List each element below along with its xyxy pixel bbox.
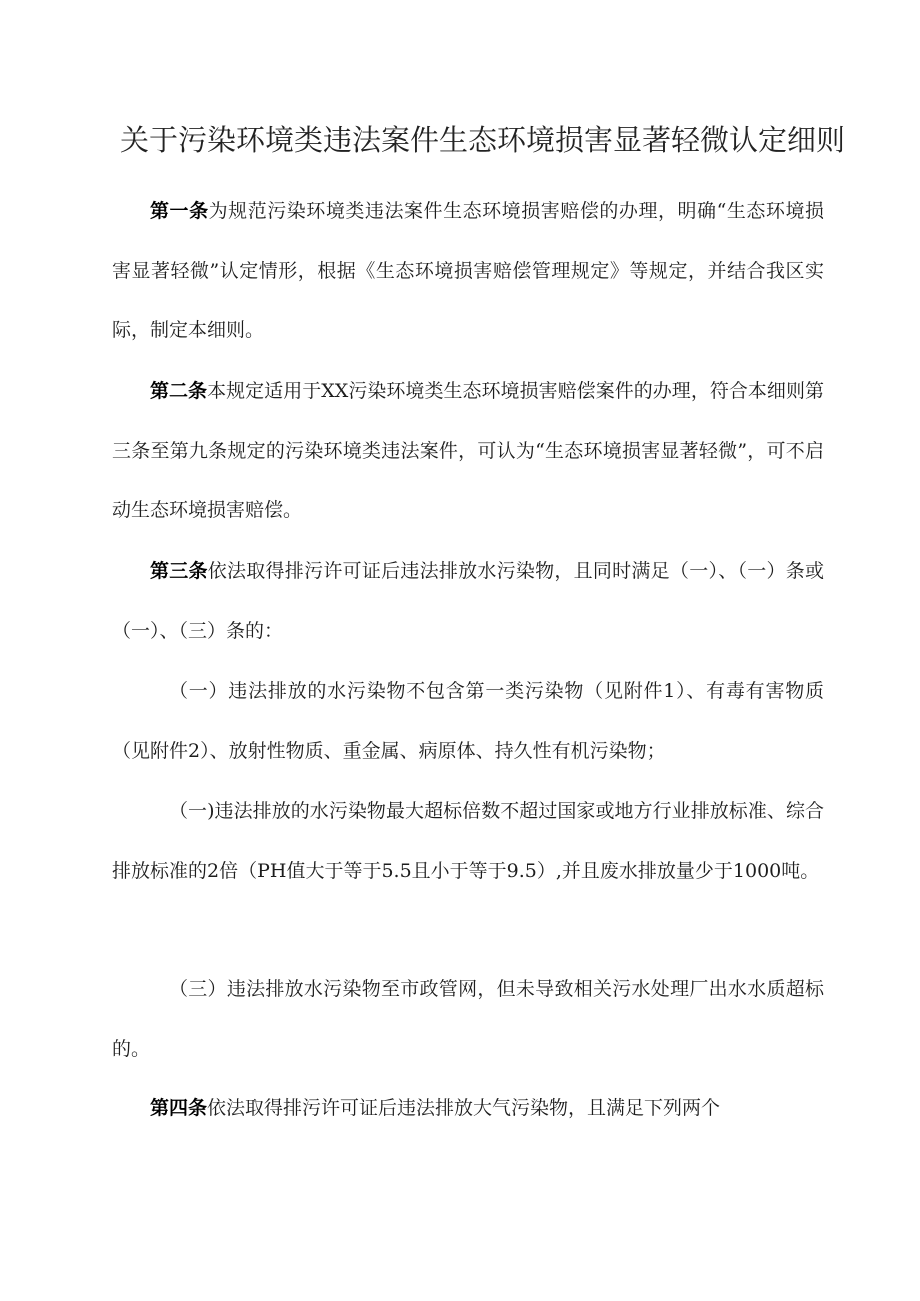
article-1-label: 第一条 <box>150 200 209 222</box>
article-3-item-2: （一)违法排放的水污染物最大超标倍数不超过国家或地方行业排放标准、综合排放标准的2倍（PH值大于等于5.5且小于等于9.5）,并且废水排放量少于1000吨。 <box>112 800 824 882</box>
article-1-text: 为规范污染环境类违法案件生态环境损害赔偿的办理，明确“生态环境损害显著轻微”认定情形，根据《生态环境损害赔偿管理规定》等规定，并结合我区实际，制定本细则。 <box>112 200 824 341</box>
article-3-item-1: （一）违法排放的水污染物不包含第一类污染物（见附件1）、有毒有害物质（见附件2）、放射性物质、重金属、病原体、持久性有机污染物； <box>112 680 824 762</box>
article-3-item-3: （三）违法排放水污染物至市政管网，但未导致相关污水处理厂出水水质超标的。 <box>112 978 824 1060</box>
article-3-label: 第三条 <box>150 560 208 582</box>
article-3-text: 依法取得排污许可证后违法排放水污染物，且同时满足（一）、（一）条或（一）、（三）条的： <box>112 560 824 642</box>
article-2 <box>112 362 824 541</box>
article-2-label: 第二条 <box>150 380 208 402</box>
article-3 <box>112 542 824 661</box>
article-4-text: 依法取得排污许可证后违法排放大气污染物，且满足下列两个 <box>207 1097 721 1119</box>
document-title: 关于污染环境类违法案件生态环境损害显著轻微认定细则 <box>120 123 846 157</box>
article-4 <box>112 1079 824 1139</box>
article-4-label: 第四条 <box>150 1097 208 1119</box>
article-2-text: 本规定适用于XX污染环境类生态环境损害赔偿案件的办理，符合本细则第三条至第九条规定的污染环境类违法案件，可认为“生态环境损害显著轻微”，可不启动生态环境损害赔偿。 <box>112 380 824 521</box>
article-1 <box>112 182 824 361</box>
